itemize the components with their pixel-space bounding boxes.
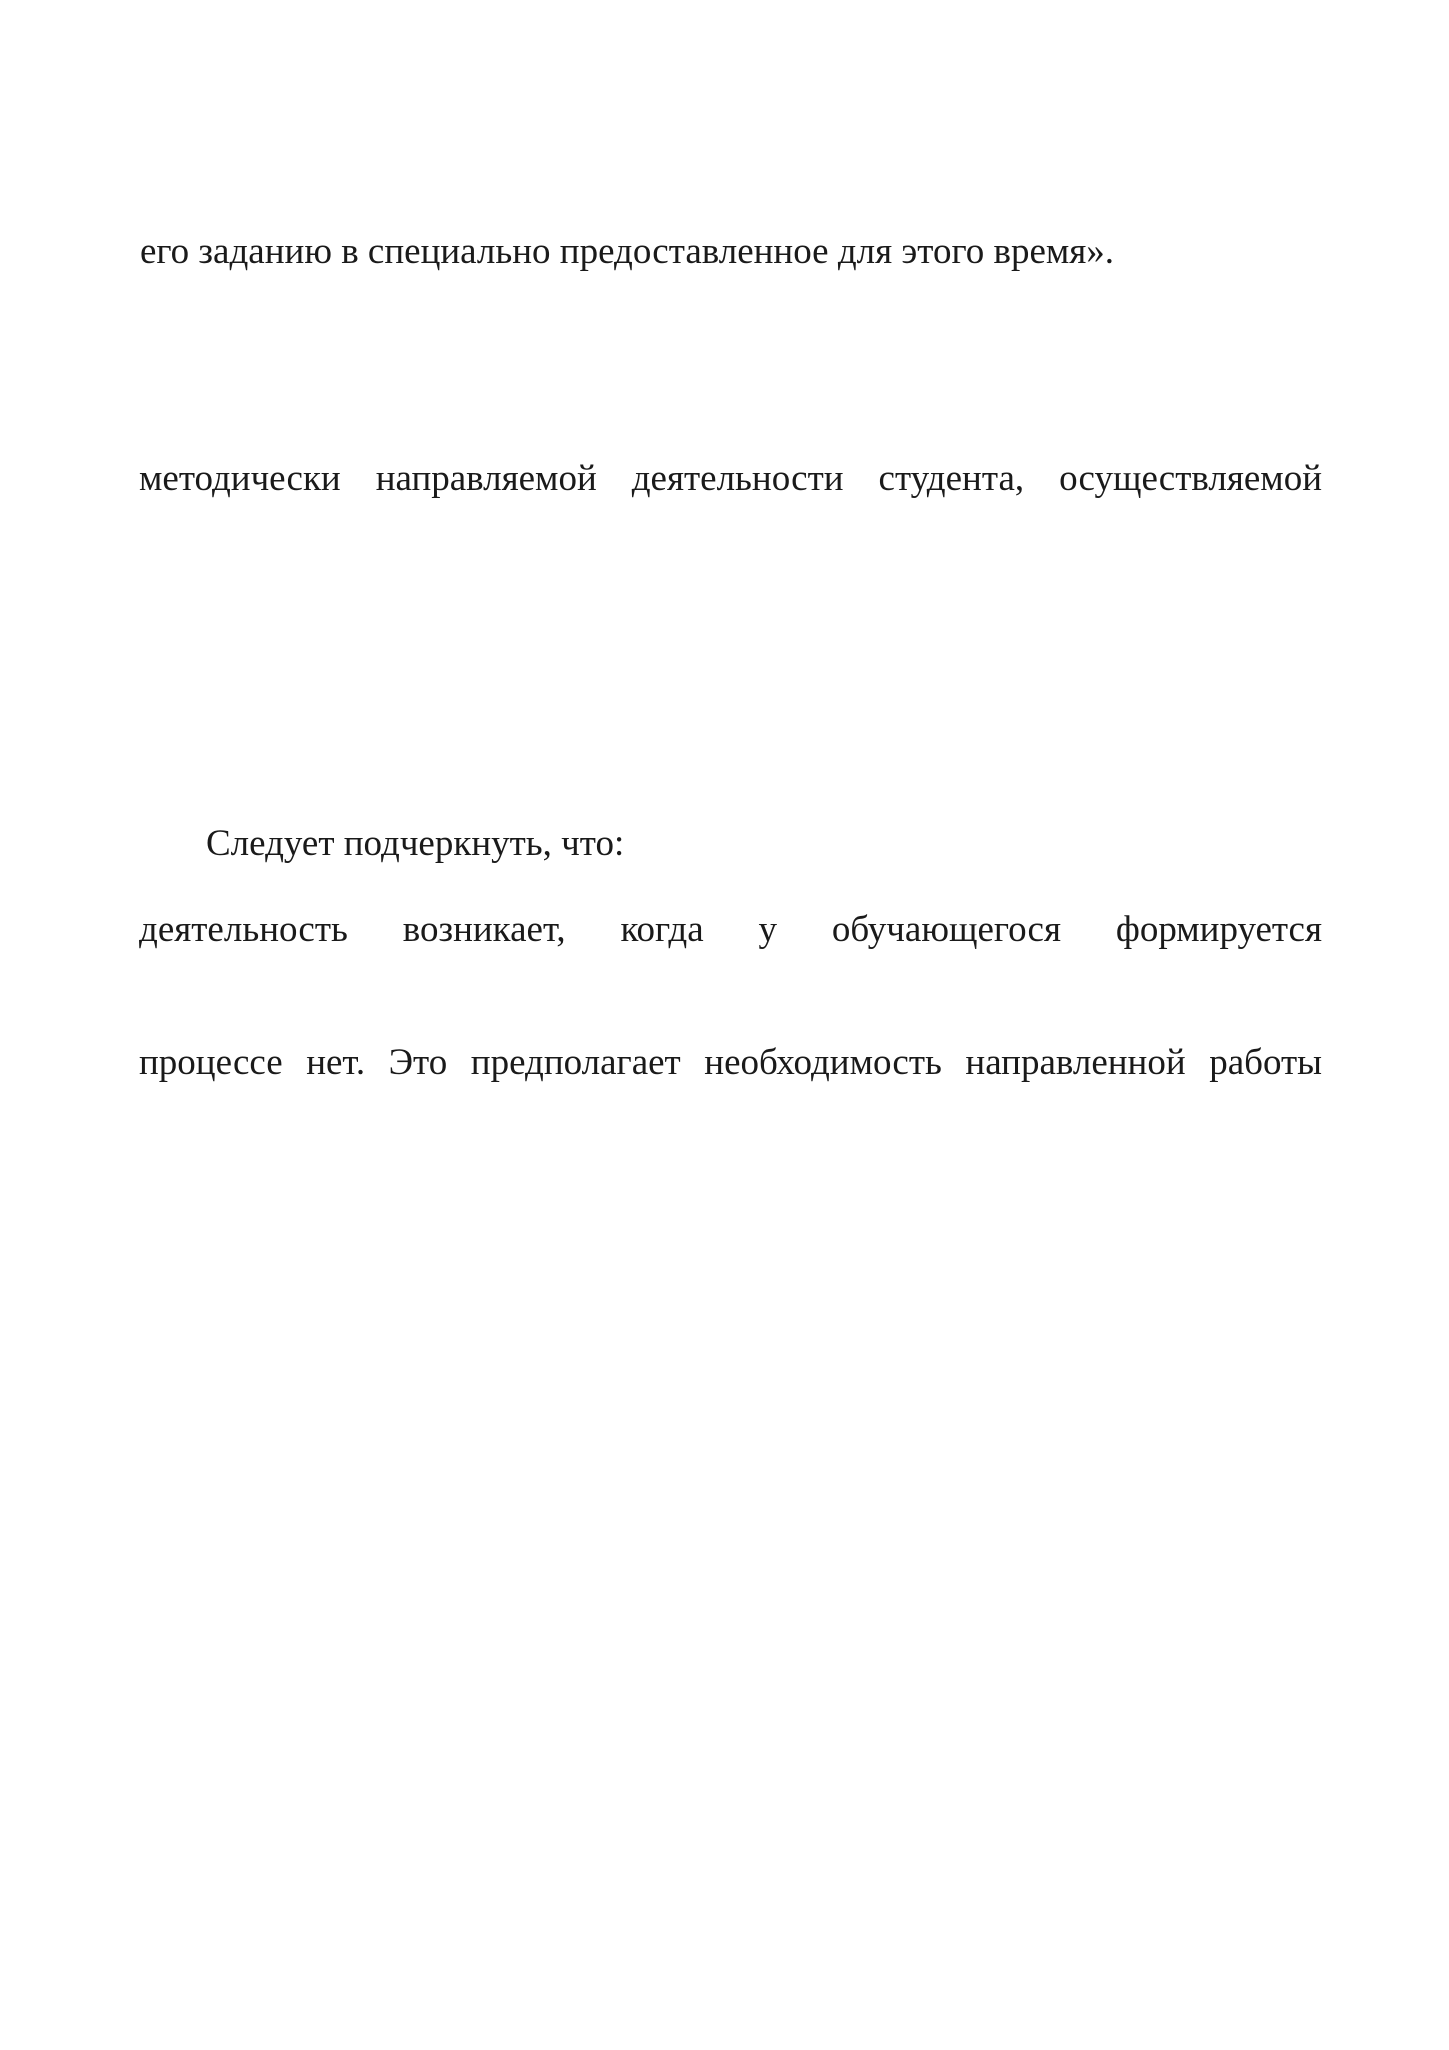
paragraph-start-line: Следует подчеркнуть, что:: [206, 823, 625, 864]
text-line: процессе нет. Это предполагает необходимость направленной работы: [139, 1042, 1322, 1083]
text-line: методически направляемой деятельности студента, осуществляемой: [139, 458, 1322, 499]
text-line: его заданию в специально предоставленное для этого время».: [140, 231, 1115, 272]
text-line: деятельность возникает, когда у обучающегося формируется: [139, 909, 1322, 950]
